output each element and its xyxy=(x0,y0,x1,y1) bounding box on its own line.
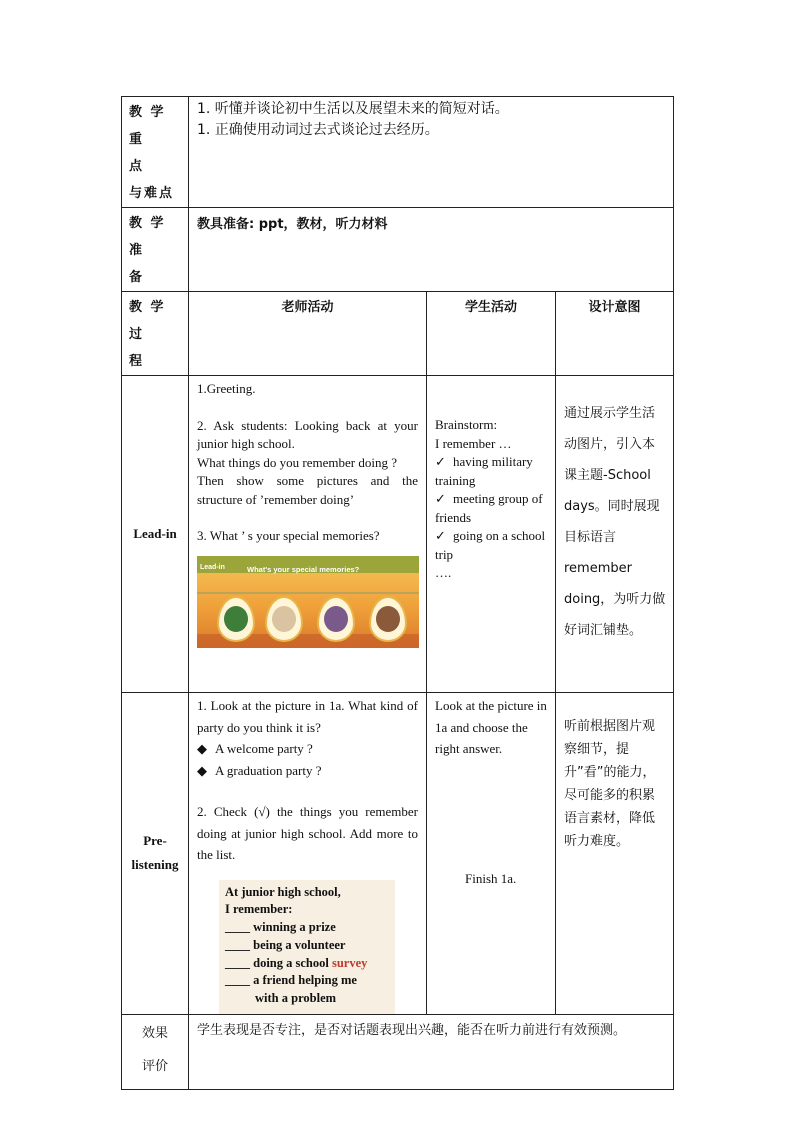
diamond-bullet-icon: ◆ xyxy=(197,762,207,778)
key-points-content xyxy=(189,97,674,208)
pre-listening-student: Look at the picture in 1a and choose the right answer. Finish 1a. xyxy=(427,693,556,1015)
lead-in-stage: Lead-in xyxy=(122,376,189,693)
evaluation-content: 学生表现是否专注，是否对话题表现出兴趣，能否在听力前进行有效预测。 xyxy=(189,1014,674,1089)
check-icon: ✓ xyxy=(435,491,446,506)
image-tag: Lead-in xyxy=(200,563,225,571)
key-points-row xyxy=(122,97,674,208)
process-header-row xyxy=(122,292,674,376)
diamond-bullet-icon: ◆ xyxy=(197,741,207,756)
junior-high-checklist-image: At junior high school, I remember: ____ winning a prize ____ being a volunteer ____ doing a school survey ____ a friend helping me with a problem xyxy=(219,880,395,1014)
preparation-content: 教具准备: ppt，教材，听力材料 xyxy=(189,208,674,292)
student-activity-header: 学生活动 xyxy=(427,292,556,376)
lesson-plan-table xyxy=(121,96,674,1090)
preparation-label: 教 学 准 备 xyxy=(122,208,189,292)
pre-listening-design-intent: 听前根据图片观察细节，提升”看”的能力，尽可能多的积累语言素材，降低听力难度。 xyxy=(556,693,674,1015)
teacher-activity-header: 老师活动 xyxy=(189,292,427,376)
lead-in-row xyxy=(122,376,674,693)
key-points-label: 教 学 重 点 与难点 xyxy=(122,97,189,208)
check-icon: ✓ xyxy=(435,528,446,543)
pre-listening-stage: Pre- listening xyxy=(122,693,189,1015)
lead-in-design-intent: 通过展示学生活动图片，引入本课主题-School days。同时展现目标语言 remember doing，为听力做好词汇铺垫。 xyxy=(556,376,674,693)
check-icon: ✓ xyxy=(435,454,446,469)
evaluation-label: 效果 评价 xyxy=(122,1014,189,1089)
special-memories-image xyxy=(197,556,419,648)
lead-in-student: Brainstorm: I remember … ✓ having military training ✓ meeting group of friends ✓ going on a school trip …. xyxy=(427,376,556,693)
pre-listening-row xyxy=(122,693,674,1015)
evaluation-row xyxy=(122,1014,674,1089)
image-title: What's your special memories? xyxy=(247,564,360,574)
process-label: 教 学 过 程 xyxy=(122,292,189,376)
key-point-item: 1. 听懂并谈论初中生活以及展望未来的简短对话。 xyxy=(197,101,509,117)
lead-in-teacher: 1.Greeting. 2. Ask students: Looking back at your junior high school. What things do you remember doing ? Then show some pictures and the structure of ’remember doing’ 3. What ’ s your special memories? Lead-in What's your special memories? xyxy=(189,376,427,693)
pre-listening-teacher: 1. Look at the picture in 1a. What kind of party do you think it is? ◆ A welcome party ? ◆ A graduation party ? 2. Check (√) the things you remember doing at junior high school. Add more to the list. At junior high school, I remember: ____ winning a prize ____ being a volunteer ____ doing a school survey ____ a friend helping me with a problem xyxy=(189,693,427,1015)
key-point-item: 1. 正确使用动词过去式谈论过去经历。 xyxy=(197,122,439,138)
design-intent-header: 设计意图 xyxy=(556,292,674,376)
preparation-row xyxy=(122,208,674,292)
